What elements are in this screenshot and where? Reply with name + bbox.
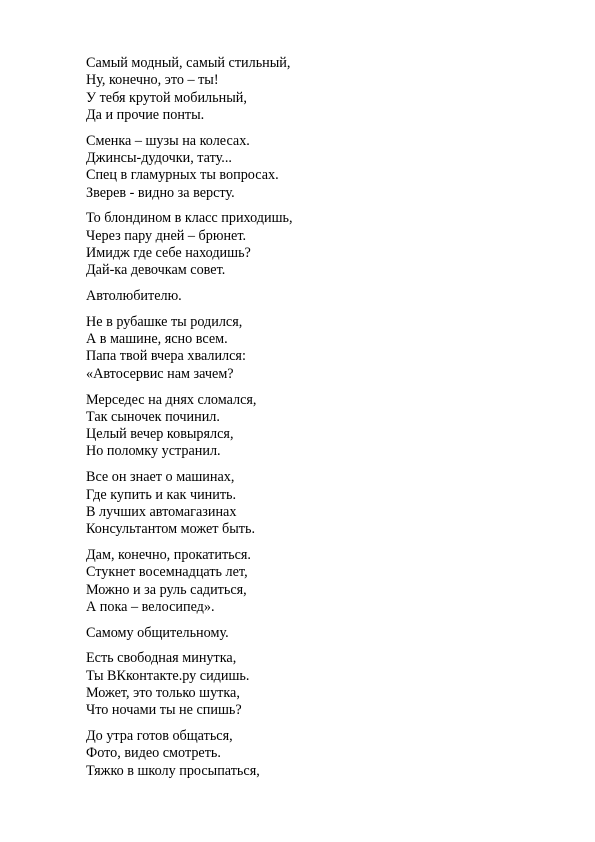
stanza — [86, 469, 546, 538]
verse-line: Что ночами ты не спишь? — [86, 702, 242, 719]
verse-line: А пока – велосипед». — [86, 598, 215, 615]
verse-line: Ты ВКконтакте.ру сидишь. — [86, 667, 250, 684]
verse-line: Так сыночек починил. — [86, 408, 220, 425]
stanza — [86, 210, 546, 279]
verse-line: Не в рубашке ты родился, — [86, 313, 243, 330]
verse-line: Сменка – шузы на колесах. — [86, 132, 250, 149]
stanza — [86, 547, 546, 616]
verse-line: Ну, конечно, это – ты! — [86, 72, 219, 89]
stanza — [86, 133, 546, 202]
verse-line: Можно и за руль садиться, — [86, 581, 247, 598]
verse-line: Консультантом может быть. — [86, 521, 256, 538]
verse-line: Папа твой вчера хвалился: — [86, 348, 246, 365]
verse-line: Самому общительному. — [86, 624, 229, 641]
section-heading — [86, 625, 546, 642]
verse-line: Через пару дней – брюнет. — [86, 227, 247, 244]
verse-line: Самый модный, самый стильный, — [86, 55, 291, 71]
verse-line: «Автосервис нам зачем? — [86, 365, 234, 382]
verse-line: Дай-ка девочкам совет. — [86, 262, 226, 279]
verse-line: Зверев - видно за версту. — [86, 184, 235, 201]
verse-line: Фото, видео смотреть. — [86, 745, 221, 762]
section-heading — [86, 288, 546, 305]
verse-line: Джинсы-дудочки, тату... — [86, 149, 232, 166]
verse-line: До утра готов общаться, — [86, 728, 233, 745]
verse-line: В лучших автомагазинах — [86, 503, 237, 520]
verse-line: Да и прочие понты. — [86, 106, 205, 123]
verse-line: Может, это только шутка, — [86, 685, 240, 701]
verse-line: А в машине, ясно всем. — [86, 331, 228, 348]
verse-line: Мерседес на днях сломался, — [86, 391, 257, 408]
verse-line: Имидж где себе находишь? — [86, 244, 251, 261]
stanza — [86, 650, 546, 719]
stanza — [86, 728, 546, 780]
verse-line: Дам, конечно, прокатиться. — [86, 546, 251, 563]
poem-text — [86, 55, 546, 788]
verse-line: Автолюбителю. — [86, 288, 182, 305]
stanza — [86, 392, 546, 461]
verse-line: То блондином в класс приходишь, — [86, 210, 293, 227]
verse-line: Спец в гламурных ты вопросах. — [86, 167, 279, 184]
verse-line: Все он знает о машинах, — [86, 469, 235, 486]
verse-line: Целый вечер ковырялся, — [86, 426, 234, 443]
verse-line: Стукнет восемнадцать лет, — [86, 564, 248, 581]
verse-line: Где купить и как чинить. — [86, 486, 237, 503]
stanza — [86, 55, 546, 124]
verse-line: Есть свободная минутка, — [86, 650, 237, 667]
verse-line: Но поломку устранил. — [86, 443, 221, 460]
verse-line: У тебя крутой мобильный, — [86, 89, 247, 106]
stanza — [86, 314, 546, 383]
verse-line: Тяжко в школу просыпаться, — [86, 762, 260, 779]
